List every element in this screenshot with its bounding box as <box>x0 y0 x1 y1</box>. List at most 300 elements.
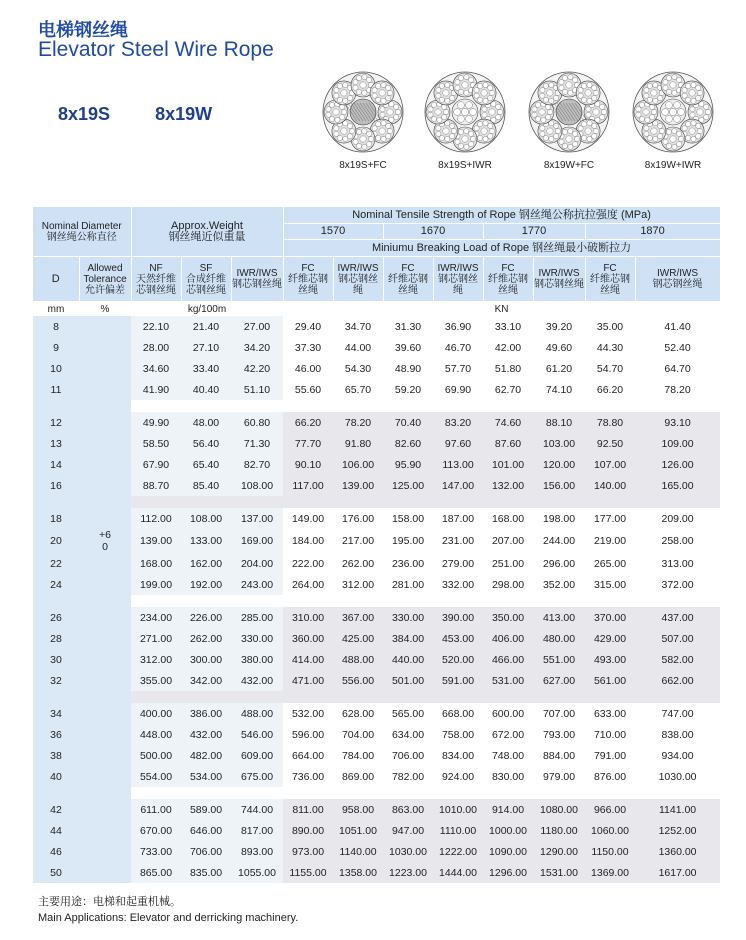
weight-cell: 589.00 <box>181 799 231 820</box>
weight-cell: 835.00 <box>181 862 231 883</box>
weight-cell: 82.70 <box>231 454 283 475</box>
col-sf-label: SF <box>199 262 213 274</box>
diameter-cell: 42 <box>33 799 79 820</box>
tolerance-cell <box>79 553 131 574</box>
rope-diagram-caption: 8x19W+IWR <box>644 160 702 171</box>
weight-cell: 611.00 <box>131 799 181 820</box>
weight-cell: 546.00 <box>231 724 283 745</box>
diameter-cell: 44 <box>33 820 79 841</box>
spacer-cell <box>635 595 720 607</box>
diameter-cell: 10 <box>33 358 79 379</box>
weight-cell: 893.00 <box>231 841 283 862</box>
approx-weight-label-cn: 钢丝绳近似重量 <box>168 230 246 243</box>
breaking-load-cell: 176.00 <box>333 508 383 529</box>
breaking-load-cell: 782.00 <box>383 766 433 787</box>
table-row <box>33 574 720 595</box>
breaking-load-cell: 1090.00 <box>483 841 533 862</box>
tolerance-cell <box>79 358 131 379</box>
breaking-load-cell: 488.00 <box>333 649 383 670</box>
breaking-load-cell: 1000.00 <box>483 820 533 841</box>
tolerance-cell <box>79 841 131 862</box>
breaking-load-cell: 37.30 <box>283 337 333 358</box>
diameter-cell: 16 <box>33 475 79 496</box>
spacer-cell <box>483 787 533 799</box>
breaking-load-cell: 156.00 <box>533 475 585 496</box>
col-nf-label-cn: 天然纤维芯钢丝绳 <box>136 273 176 296</box>
spacer-cell <box>483 691 533 703</box>
spacer-cell <box>231 691 283 703</box>
breaking-load-cell: 811.00 <box>283 799 333 820</box>
table-row <box>33 649 720 670</box>
breaking-load-cell: 207.00 <box>483 529 533 553</box>
diameter-cell: 12 <box>33 412 79 433</box>
breaking-load-cell: 507.00 <box>635 628 720 649</box>
spacer-cell <box>131 400 181 412</box>
group-spacer <box>33 595 720 607</box>
breaking-load-cell: 471.00 <box>283 670 333 691</box>
tolerance-cell <box>79 454 131 475</box>
tolerance-cell <box>79 670 131 691</box>
weight-cell: 22.10 <box>131 316 181 337</box>
diameter-cell: 26 <box>33 607 79 628</box>
breaking-load-cell: 310.00 <box>283 607 333 628</box>
breaking-load-cell: 834.00 <box>433 745 483 766</box>
unit-percent: % <box>79 302 131 317</box>
breaking-load-cell: 633.00 <box>585 703 635 724</box>
breaking-load-cell: 384.00 <box>383 628 433 649</box>
breaking-load-cell: 934.00 <box>635 745 720 766</box>
spacer-cell <box>585 595 635 607</box>
breaking-load-cell: 532.00 <box>283 703 333 724</box>
weight-cell: 448.00 <box>131 724 181 745</box>
breaking-load-cell: 231.00 <box>433 529 483 553</box>
breaking-load-cell: 120.00 <box>533 454 585 475</box>
breaking-load-cell: 61.20 <box>533 358 585 379</box>
spacer-cell <box>131 496 181 508</box>
col-fc-label: FC <box>301 262 315 274</box>
breaking-load-cell: 101.00 <box>483 454 533 475</box>
spacer-cell <box>131 595 181 607</box>
table-row <box>33 475 720 496</box>
breaking-load-cell: 265.00 <box>585 553 635 574</box>
breaking-load-cell: 958.00 <box>333 799 383 820</box>
spacer-cell <box>383 595 433 607</box>
col-iwr2-label: IWR/IWS <box>337 262 379 274</box>
breaking-load-cell: 313.00 <box>635 553 720 574</box>
spacer-cell <box>433 691 483 703</box>
spacer-cell <box>383 496 433 508</box>
diameter-cell: 14 <box>33 454 79 475</box>
title-cn: 电梯钢丝绳 <box>38 20 128 41</box>
weight-cell: 162.00 <box>181 553 231 574</box>
breaking-load-cell: 165.00 <box>635 475 720 496</box>
col-tolerance-label: Allowed Tolerance <box>83 262 127 285</box>
breaking-load-cell: 330.00 <box>383 607 433 628</box>
breaking-load-cell: 46.70 <box>433 337 483 358</box>
breaking-load-cell: 830.00 <box>483 766 533 787</box>
weight-cell: 67.90 <box>131 454 181 475</box>
breaking-load-cell: 66.20 <box>283 412 333 433</box>
tolerance-cell <box>79 745 131 766</box>
tolerance-cell <box>79 508 131 529</box>
weight-cell: 243.00 <box>231 574 283 595</box>
breaking-load-cell: 78.80 <box>585 412 635 433</box>
breaking-load-cell: 914.00 <box>483 799 533 820</box>
col-iwr2-label-cn: 钢芯钢丝绳 <box>534 279 584 290</box>
weight-cell: 85.40 <box>181 475 231 496</box>
rope-diagram-8x19w-iwr <box>626 70 720 171</box>
breaking-load-cell: 1252.00 <box>635 820 720 841</box>
breaking-load-cell: 132.00 <box>483 475 533 496</box>
spacer-cell <box>181 691 231 703</box>
breaking-load-cell: 244.00 <box>533 529 585 553</box>
breaking-load-cell: 966.00 <box>585 799 635 820</box>
table-row <box>33 412 720 433</box>
approx-weight-label: Approx.Weight <box>171 219 243 232</box>
breaking-load-cell: 222.00 <box>283 553 333 574</box>
tolerance-cell <box>79 628 131 649</box>
title-en: Elevator Steel Wire Rope <box>38 38 274 61</box>
diameter-cell: 22 <box>33 553 79 574</box>
breaking-load-cell: 147.00 <box>433 475 483 496</box>
tolerance-cell <box>79 766 131 787</box>
spacer-cell <box>533 400 585 412</box>
breaking-load-cell: 77.70 <box>283 433 333 454</box>
col-fc-1670 <box>383 257 433 302</box>
diameter-cell: 34 <box>33 703 79 724</box>
weight-cell: 488.00 <box>231 703 283 724</box>
breaking-load-cell: 125.00 <box>383 475 433 496</box>
breaking-load-cell: 565.00 <box>383 703 433 724</box>
breaking-load-cell: 46.00 <box>283 358 333 379</box>
applications-cn: 主要用途：电梯和起重机械。 <box>38 895 181 908</box>
spacer-cell <box>383 787 433 799</box>
breaking-load-cell: 184.00 <box>283 529 333 553</box>
breaking-load-cell: 561.00 <box>585 670 635 691</box>
breaking-load-cell: 372.00 <box>635 574 720 595</box>
strand <box>576 81 600 105</box>
spacer-cell <box>79 496 131 508</box>
breaking-load-cell: 64.70 <box>635 358 720 379</box>
table-row <box>33 799 720 820</box>
spacer-cell <box>231 400 283 412</box>
diameter-cell: 36 <box>33 724 79 745</box>
rope-diagram-caption: 8x19W+FC <box>543 160 595 171</box>
spacer-cell <box>635 400 720 412</box>
diameter-cell: 24 <box>33 574 79 595</box>
breaking-load-cell: 352.00 <box>533 574 585 595</box>
breaking-load-cell: 315.00 <box>585 574 635 595</box>
breaking-load-cell: 466.00 <box>483 649 533 670</box>
spacer-cell <box>483 595 533 607</box>
breaking-load-cell: 91.80 <box>333 433 383 454</box>
tolerance-cell <box>79 379 131 400</box>
tolerance-cell <box>79 433 131 454</box>
table-data-body <box>33 316 720 883</box>
spacer-cell <box>131 787 181 799</box>
breaking-load-cell: 312.00 <box>333 574 383 595</box>
spacer-cell <box>585 787 635 799</box>
weight-cell: 500.00 <box>131 745 181 766</box>
breaking-load-cell: 33.10 <box>483 316 533 337</box>
breaking-load-cell: 704.00 <box>333 724 383 745</box>
breaking-load-cell: 34.70 <box>333 316 383 337</box>
diameter-cell: 30 <box>33 649 79 670</box>
col-iwr-1770 <box>533 257 585 302</box>
unit-mm: mm <box>33 302 79 317</box>
breaking-load-cell: 736.00 <box>283 766 333 787</box>
breaking-load-cell: 668.00 <box>433 703 483 724</box>
tolerance-cell <box>79 412 131 433</box>
col-iwr2-label: IWR/IWS <box>437 262 479 274</box>
spacer-cell <box>79 400 131 412</box>
weight-cell: 48.00 <box>181 412 231 433</box>
tolerance-cell <box>79 574 131 595</box>
spacer-cell <box>533 787 585 799</box>
col-fc-label: FC <box>501 262 515 274</box>
table-row <box>33 358 720 379</box>
spacer-cell <box>283 595 333 607</box>
tolerance-cell <box>79 724 131 745</box>
breaking-load-cell: 672.00 <box>483 724 533 745</box>
weight-cell: 670.00 <box>131 820 181 841</box>
weight-cell: 112.00 <box>131 508 181 529</box>
weight-cell: 133.00 <box>181 529 231 553</box>
col-fc-label: FC <box>401 262 415 274</box>
spacer-cell <box>585 691 635 703</box>
breaking-load-cell: 262.00 <box>333 553 383 574</box>
breaking-load-cell: 876.00 <box>585 766 635 787</box>
breaking-load-cell: 1140.00 <box>333 841 383 862</box>
breaking-load-cell: 784.00 <box>333 745 383 766</box>
breaking-load-cell: 88.10 <box>533 412 585 433</box>
breaking-load-cell: 556.00 <box>333 670 383 691</box>
group-spacer <box>33 787 720 799</box>
tolerance-upper: +6 <box>99 529 111 541</box>
breaking-load-cell: 890.00 <box>283 820 333 841</box>
spacer-cell <box>533 496 585 508</box>
weight-cell: 137.00 <box>231 508 283 529</box>
weight-cell: 646.00 <box>181 820 231 841</box>
grade-1570: 1570 <box>283 224 383 240</box>
col-iwr-1670 <box>433 257 483 302</box>
table-row <box>33 379 720 400</box>
col-iwr2-label: IWR/IWS <box>657 268 699 279</box>
specification-table <box>33 207 721 883</box>
weight-cell: 234.00 <box>131 607 181 628</box>
spacer-cell <box>33 787 79 799</box>
table-row <box>33 628 720 649</box>
breaking-load-cell: 82.60 <box>383 433 433 454</box>
breaking-load-cell: 863.00 <box>383 799 433 820</box>
breaking-load-cell: 109.00 <box>635 433 720 454</box>
breaking-load-cell: 710.00 <box>585 724 635 745</box>
spacer-cell <box>433 787 483 799</box>
table-row <box>33 508 720 529</box>
weight-cell: 33.40 <box>181 358 231 379</box>
breaking-load-cell: 217.00 <box>333 529 383 553</box>
breaking-load-cell: 117.00 <box>283 475 333 496</box>
spacer-cell <box>635 496 720 508</box>
col-iwr2-label: IWR/IWS <box>538 268 580 279</box>
breaking-load-cell: 36.90 <box>433 316 483 337</box>
weight-cell: 706.00 <box>181 841 231 862</box>
table-row <box>33 670 720 691</box>
breaking-load-cell: 1290.00 <box>533 841 585 862</box>
spacer-cell <box>181 787 231 799</box>
table-row <box>33 862 720 883</box>
unit-kn: KN <box>283 302 720 317</box>
breaking-load-cell: 281.00 <box>383 574 433 595</box>
table-row <box>33 841 720 862</box>
diameter-cell: 28 <box>33 628 79 649</box>
breaking-load-cell: 44.30 <box>585 337 635 358</box>
table-row <box>33 337 720 358</box>
col-fc-1770 <box>483 257 533 302</box>
breaking-load-cell: 139.00 <box>333 475 383 496</box>
breaking-load-cell: 57.70 <box>433 358 483 379</box>
nominal-diameter-header <box>33 207 131 257</box>
breaking-load-cell: 493.00 <box>585 649 635 670</box>
breaking-load-cell: 664.00 <box>283 745 333 766</box>
table-row <box>33 454 720 475</box>
table-row <box>33 820 720 841</box>
breaking-load-cell: 106.00 <box>333 454 383 475</box>
breaking-load-cell: 793.00 <box>533 724 585 745</box>
rope-diagram-caption: 8x19S+FC <box>339 160 387 171</box>
col-tolerance <box>79 257 131 302</box>
spacer-cell <box>333 400 383 412</box>
breaking-load-cell: 884.00 <box>533 745 585 766</box>
weight-cell: 204.00 <box>231 553 283 574</box>
weight-cell: 65.40 <box>181 454 231 475</box>
breaking-load-cell: 149.00 <box>283 508 333 529</box>
breaking-load-header: Miniumu Breaking Load of Rope 钢丝绳最小破断拉力 <box>283 240 720 257</box>
breaking-load-cell: 95.90 <box>383 454 433 475</box>
tolerance-cell <box>79 862 131 883</box>
breaking-load-cell: 973.00 <box>283 841 333 862</box>
breaking-load-cell: 187.00 <box>433 508 483 529</box>
spacer-cell <box>33 691 79 703</box>
breaking-load-cell: 591.00 <box>433 670 483 691</box>
breaking-load-cell: 627.00 <box>533 670 585 691</box>
rope-diagram-8x19w-fc <box>522 70 616 171</box>
spacer-cell <box>333 595 383 607</box>
breaking-load-cell: 551.00 <box>533 649 585 670</box>
breaking-load-cell: 367.00 <box>333 607 383 628</box>
col-iwr-label-cn: 钢芯钢丝绳 <box>232 279 282 290</box>
weight-cell: 865.00 <box>131 862 181 883</box>
strand <box>472 81 496 105</box>
weight-cell: 28.00 <box>131 337 181 358</box>
breaking-load-cell: 198.00 <box>533 508 585 529</box>
spacer-cell <box>585 400 635 412</box>
spacer-cell <box>635 691 720 703</box>
weight-cell: 27.00 <box>231 316 283 337</box>
spacer-cell <box>181 400 231 412</box>
weight-cell: 554.00 <box>131 766 181 787</box>
table-row <box>33 529 720 553</box>
spacer-cell <box>433 496 483 508</box>
strand <box>370 81 394 105</box>
breaking-load-cell: 869.00 <box>333 766 383 787</box>
breaking-load-cell: 1030.00 <box>635 766 720 787</box>
breaking-load-cell: 97.60 <box>433 433 483 454</box>
breaking-load-cell: 1141.00 <box>635 799 720 820</box>
breaking-load-cell: 1444.00 <box>433 862 483 883</box>
weight-cell: 330.00 <box>231 628 283 649</box>
weight-cell: 34.60 <box>131 358 181 379</box>
weight-cell: 88.70 <box>131 475 181 496</box>
breaking-load-cell: 1369.00 <box>585 862 635 883</box>
tolerance-cell <box>79 475 131 496</box>
group-spacer <box>33 691 720 703</box>
breaking-load-cell: 1080.00 <box>533 799 585 820</box>
table-row <box>33 553 720 574</box>
spacer-cell <box>383 691 433 703</box>
weight-cell: 27.10 <box>181 337 231 358</box>
tolerance-cell <box>79 703 131 724</box>
weight-cell: 21.40 <box>181 316 231 337</box>
weight-cell: 534.00 <box>181 766 231 787</box>
weight-cell: 733.00 <box>131 841 181 862</box>
table-row <box>33 607 720 628</box>
weight-cell: 342.00 <box>181 670 231 691</box>
diameter-cell: 50 <box>33 862 79 883</box>
spacer-cell <box>333 496 383 508</box>
breaking-load-cell: 59.20 <box>383 379 433 400</box>
col-fc-1870 <box>585 257 635 302</box>
spacer-cell <box>483 496 533 508</box>
breaking-load-cell: 35.00 <box>585 316 635 337</box>
tolerance-cell <box>79 799 131 820</box>
breaking-load-cell: 39.60 <box>383 337 433 358</box>
spacer-cell <box>79 691 131 703</box>
spacer-cell <box>383 400 433 412</box>
tensile-strength-header: Nominal Tensile Strength of Rope 钢丝绳公称抗拉强度 (MPa) <box>283 207 720 224</box>
table-row <box>33 316 720 337</box>
weight-cell: 58.50 <box>131 433 181 454</box>
spacer-cell <box>231 787 283 799</box>
col-iwr-1870 <box>635 257 720 302</box>
breaking-load-cell: 209.00 <box>635 508 720 529</box>
breaking-load-cell: 582.00 <box>635 649 720 670</box>
weight-cell: 271.00 <box>131 628 181 649</box>
breaking-load-cell: 1358.00 <box>333 862 383 883</box>
weight-cell: 56.40 <box>181 433 231 454</box>
breaking-load-cell: 707.00 <box>533 703 585 724</box>
spacer-cell <box>231 496 283 508</box>
weight-cell: 169.00 <box>231 529 283 553</box>
weight-cell: 71.30 <box>231 433 283 454</box>
breaking-load-cell: 258.00 <box>635 529 720 553</box>
spacer-cell <box>33 496 79 508</box>
weight-cell: 108.00 <box>231 475 283 496</box>
breaking-load-cell: 62.70 <box>483 379 533 400</box>
breaking-load-cell: 296.00 <box>533 553 585 574</box>
tolerance-cell <box>79 529 131 553</box>
spacer-cell <box>533 595 585 607</box>
breaking-load-cell: 279.00 <box>433 553 483 574</box>
breaking-load-cell: 360.00 <box>283 628 333 649</box>
breaking-load-cell: 49.60 <box>533 337 585 358</box>
table-row <box>33 433 720 454</box>
weight-cell: 744.00 <box>231 799 283 820</box>
tolerance-cell <box>79 316 131 337</box>
weight-cell: 199.00 <box>131 574 181 595</box>
table-row <box>33 703 720 724</box>
nominal-diameter-label: Nominal Diameter <box>41 220 122 232</box>
